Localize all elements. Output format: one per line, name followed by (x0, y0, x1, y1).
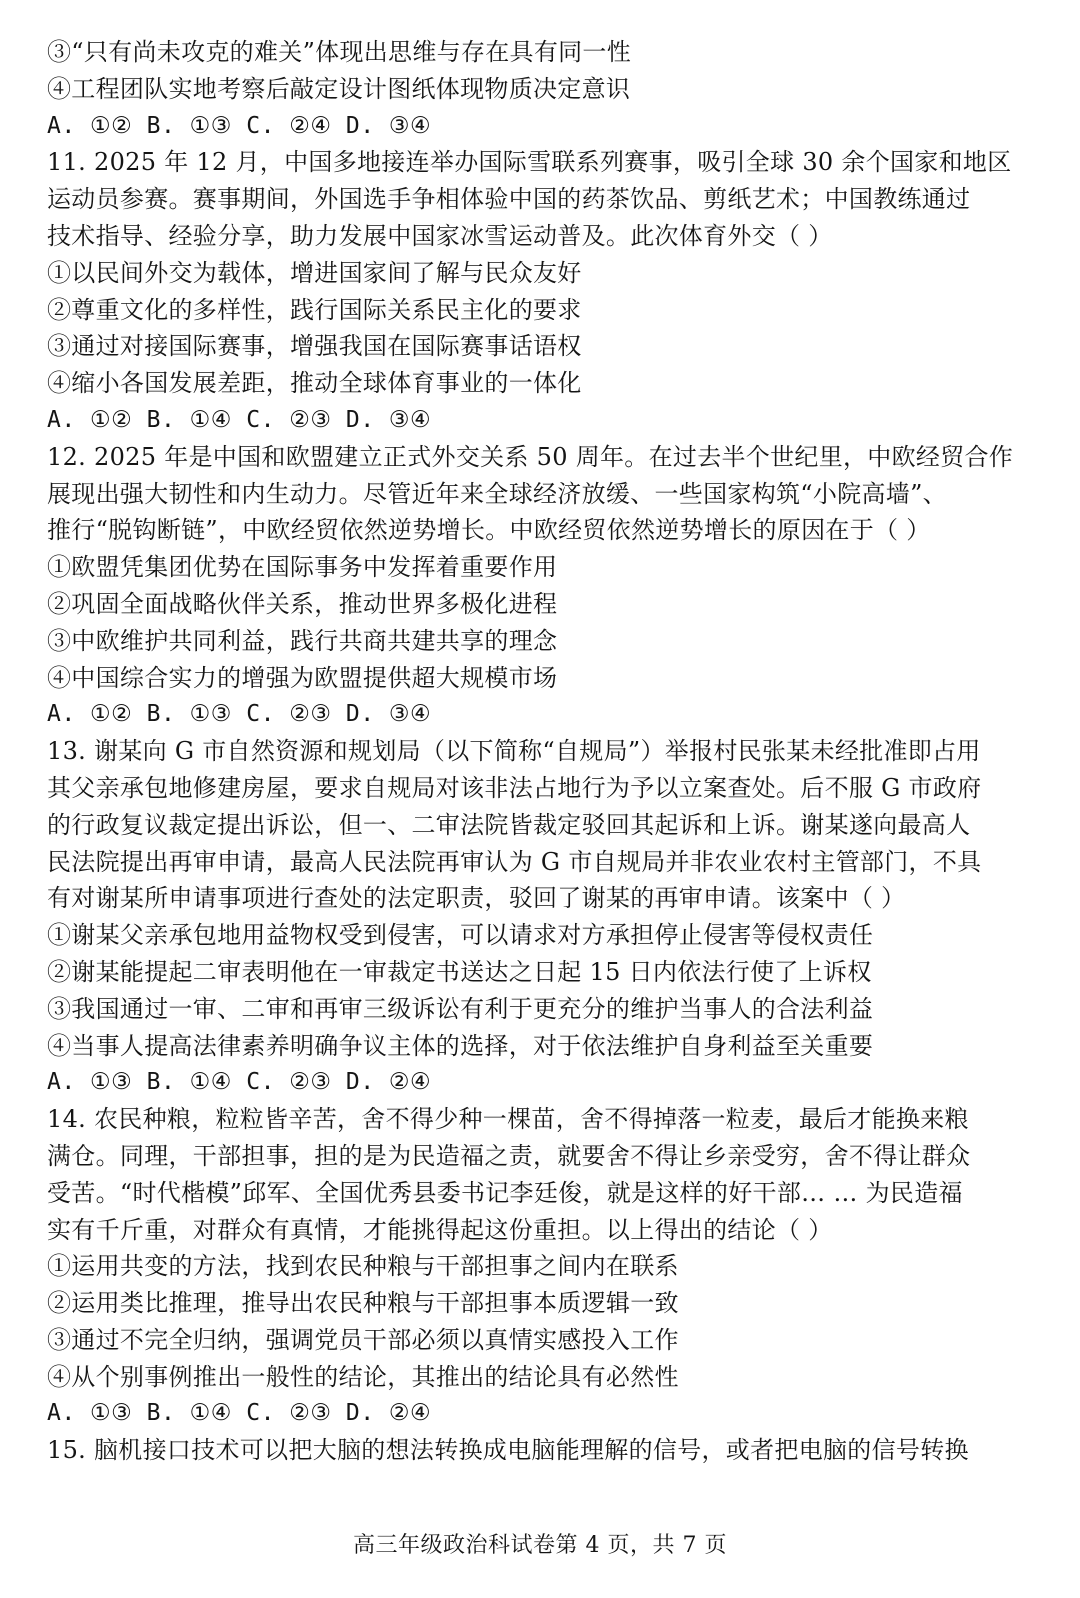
exam-content (47, 34, 1037, 1469)
question-12-text: 12. 2025 年是中国和欧盟建立正式外交关系 50 周年。在过去半个世纪里，中欧经贸合作 (47, 442, 1014, 471)
answer-choices: A. ①③ B. ①④ C. ②③ D. ②④ (47, 1069, 432, 1096)
question-11-text: 技术指导、经验分享，助力发展中国家冰雪运动普及。此次体育外交（ ） (47, 221, 833, 250)
option-line: ①欧盟凭集团优势在国际事务中发挥着重要作用 (47, 553, 558, 582)
answer-choices: A. ①② B. ①④ C. ②③ D. ③④ (47, 406, 432, 433)
answer-choices: A. ①③ B. ①④ C. ②③ D. ②④ (47, 1400, 432, 1427)
option-line: ①谢某父亲承包地用益物权受到侵害，可以请求对方承担停止侵害等侵权责任 (47, 921, 874, 950)
question-14-text: 实有千斤重，对群众有真情，才能挑得起这份重担。以上得出的结论（ ） (47, 1215, 833, 1244)
option-line: ④当事人提高法律素养明确争议主体的选择，对于依法维护自身利益至关重要 (47, 1031, 874, 1060)
option-line: ②巩固全面战略伙伴关系，推动世界多极化进程 (47, 589, 558, 618)
option-line: ③我国通过一审、二审和再审三级诉讼有利于更充分的维护当事人的合法利益 (47, 994, 874, 1023)
question-13-text: 的行政复议裁定提出诉讼，但一、二审法院皆裁定驳回其起诉和上诉。谢某遂向最高人 (47, 810, 971, 839)
question-13-text: 其父亲承包地修建房屋，要求自规局对该非法占地行为予以立案查处。后不服 G 市政府 (47, 773, 982, 802)
option-line: ④缩小各国发展差距，推动全球体育事业的一体化 (47, 369, 582, 398)
option-line: ②运用类比推理，推导出农民种粮与干部担事本质逻辑一致 (47, 1289, 679, 1318)
option-line: ④中国综合实力的增强为欧盟提供超大规模市场 (47, 663, 558, 692)
option-line: ②尊重文化的多样性，践行国际关系民主化的要求 (47, 295, 582, 324)
option-line: ②谢某能提起二审表明他在一审裁定书送达之日起 15 日内依法行使了上诉权 (47, 957, 872, 986)
question-15-text: 15. 脑机接口技术可以把大脑的想法转换成电脑能理解的信号，或者把电脑的信号转换 (47, 1436, 969, 1465)
question-14-text: 受苦。“时代楷模”邱军、全国优秀县委书记李廷俊，就是这样的好干部… … 为民造福 (47, 1178, 963, 1207)
option-line: ③中欧维护共同利益，践行共商共建共享的理念 (47, 626, 558, 655)
option-line: ③通过不完全归纳，强调党员干部必须以真情实感投入工作 (47, 1325, 679, 1354)
question-11-text: 11. 2025 年 12 月，中国多地接连举办国际雪联系列赛事，吸引全球 30 余个国家和地区 (47, 148, 1012, 177)
option-line: ③通过对接国际赛事，增强我国在国际赛事话语权 (47, 332, 582, 361)
page-footer: 高三年级政治科试卷第 4 页，共 7 页 (353, 1533, 727, 1558)
question-11-text: 运动员参赛。赛事期间，外国选手争相体验中国的药茶饮品、剪纸艺术；中国教练通过 (47, 185, 971, 214)
question-12-text: 展现出强大韧性和内生动力。尽管近年来全球经济放缓、一些国家构筑“小院高墙”、 (47, 479, 947, 508)
question-13-text: 13. 谢某向 G 市自然资源和规划局（以下简称“自规局”）举报村民张某未经批准即占用 (47, 737, 981, 766)
question-13-text: 民法院提出再审申请，最高人民法院再审认为 G 市自规局并非农业农村主管部门，不具 (47, 847, 982, 876)
question-14-text: 满仓。同理，干部担事，担的是为民造福之责，就要舍不得让乡亲受穷，舍不得让群众 (47, 1141, 971, 1170)
answer-choices: A. ①② B. ①③ C. ②③ D. ③④ (47, 701, 432, 728)
option-line: ③“只有尚未攻克的难关”体现出思维与存在具有同一性 (47, 38, 632, 66)
question-12-text: 推行“脱钩断链”，中欧经贸依然逆势增长。中欧经贸依然逆势增长的原因在于（ ） (47, 516, 931, 545)
option-line: ④从个别事例推出一般性的结论，其推出的结论具有必然性 (47, 1362, 679, 1391)
question-14-text: 14. 农民种粮，粒粒皆辛苦，舍不得少种一棵苗，舍不得掉落一粒麦，最后才能换来粮 (47, 1105, 969, 1134)
option-line: ①以民间外交为载体，增进国家间了解与民众友好 (47, 258, 582, 287)
question-13-text: 有对谢某所申请事项进行查处的法定职责，驳回了谢某的再审申请。该案中（ ） (47, 884, 906, 913)
option-line: ④工程团队实地考察后敲定设计图纸体现物质决定意识 (47, 74, 631, 103)
answer-choices: A. ①② B. ①③ C. ②④ D. ③④ (47, 112, 432, 139)
option-line: ①运用共变的方法，找到农民种粮与干部担事之间内在联系 (47, 1252, 679, 1281)
